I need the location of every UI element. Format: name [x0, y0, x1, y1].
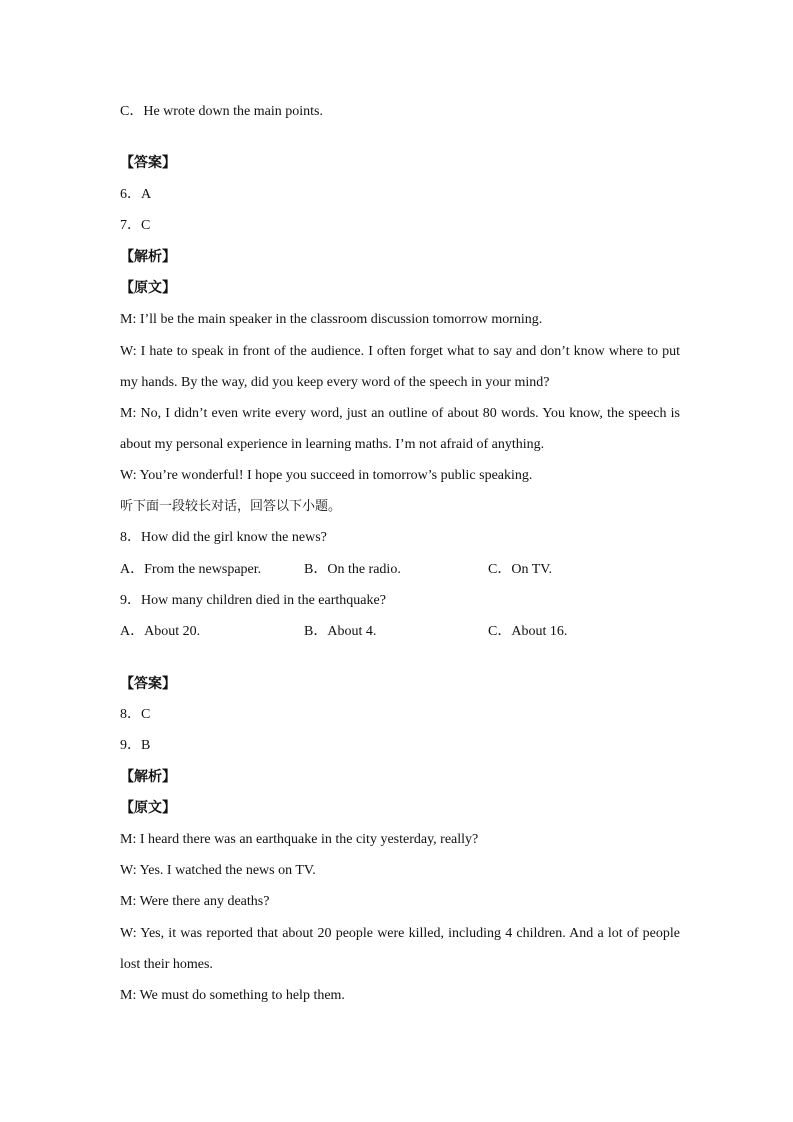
- original-text-heading: 【原文】: [120, 280, 176, 296]
- option-c-q7: C．He wrote down the main points.: [120, 104, 323, 119]
- transcript-line: M: No, I didn’t even write every word, just an outline of about 80 words. You know, the speech is about my personal experience in learning maths. I’m not afraid of anything.: [120, 406, 680, 452]
- answer-7: 7．C: [120, 218, 151, 233]
- original-text-heading: 【原文】: [120, 800, 176, 816]
- question-9-option-b: B．About 4.: [304, 624, 377, 639]
- question-8: 8．How did the girl know the news?: [120, 530, 327, 545]
- transcript-line: M: I’ll be the main speaker in the classroom discussion tomorrow morning.: [120, 312, 543, 327]
- transcript-line: W: Yes. I watched the news on TV.: [120, 863, 316, 878]
- transcript-line: M: Were there any deaths?: [120, 894, 270, 909]
- transcript-line: W: Yes, it was reported that about 20 people were killed, including 4 children. And a lot of people lost their homes.: [120, 926, 680, 972]
- analysis-heading: 【解析】: [120, 769, 176, 785]
- question-9-option-a: A．About 20.: [120, 624, 201, 639]
- transcript-line: M: We must do something to help them.: [120, 988, 345, 1003]
- question-8-option-b: B．On the radio.: [304, 562, 401, 577]
- question-9-option-c: C．About 16.: [488, 624, 568, 639]
- question-8-option-a: A．From the newspaper.: [120, 562, 262, 577]
- transcript-line: M: I heard there was an earthquake in the city yesterday, really?: [120, 832, 479, 847]
- question-8-option-c: C．On TV.: [488, 562, 553, 577]
- answer-heading: 【答案】: [120, 155, 176, 171]
- answer-9: 9．B: [120, 738, 151, 753]
- answer-6: 6．A: [120, 187, 152, 202]
- answer-8: 8．C: [120, 707, 151, 722]
- transcript-line: W: I hate to speak in front of the audience. I often forget what to say and don’t know where to put my hands. By the way, did you keep every word of the speech in your mind?: [120, 344, 680, 390]
- answer-heading: 【答案】: [120, 676, 176, 692]
- analysis-heading: 【解析】: [120, 249, 176, 265]
- listening-instruction: 听下面一段较长对话，回答以下小题。: [120, 499, 342, 514]
- transcript-line: W: You’re wonderful! I hope you succeed in tomorrow’s public speaking.: [120, 468, 533, 483]
- question-9: 9．How many children died in the earthquake?: [120, 593, 386, 608]
